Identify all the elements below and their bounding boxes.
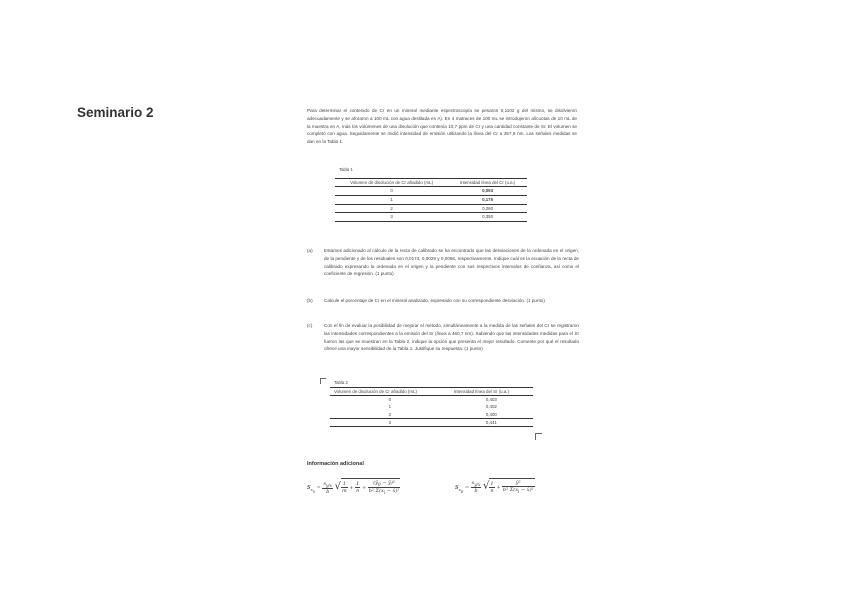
table-cell: 0,350	[482, 214, 494, 220]
table2-header-volume: Volumen de disolución de Cr añadido (mL)	[330, 388, 450, 396]
table-row	[330, 396, 533, 404]
table-cell: 3	[390, 214, 393, 220]
question-text: Calcule el porcentaje de Cr en el mineral analizado, expresado con su correspondiente desviación. (1 punto)	[324, 298, 545, 303]
table-cell: 0,402	[485, 404, 497, 410]
table-cell: 3	[388, 419, 392, 425]
table2-header-intensity: Intensidad línea del Sr (u.a.)	[450, 388, 533, 396]
table2-caption: Tabla 2	[334, 380, 348, 385]
question-label: (c)	[307, 323, 313, 328]
table-cell: 0,403	[485, 397, 497, 402]
table-cell: 0,441	[485, 419, 497, 425]
question-c	[307, 322, 579, 353]
table-row	[335, 187, 527, 196]
table2	[330, 387, 533, 427]
table1	[335, 178, 527, 222]
table-row	[335, 204, 527, 213]
question-a	[307, 247, 579, 278]
table-cell: 0	[388, 397, 392, 402]
question-label: (a)	[307, 248, 313, 253]
table-cell: 2	[335, 204, 448, 213]
table-cell: 0,260	[448, 204, 527, 213]
question-label: (b)	[307, 298, 313, 303]
info-heading: Información adicional	[307, 461, 364, 467]
table-row	[330, 403, 533, 410]
table-row	[335, 195, 527, 204]
table-cell: 0,175	[448, 195, 527, 204]
table1-caption: Tabla 1	[339, 167, 353, 172]
table2-anchor-corner	[320, 378, 326, 384]
table-row	[335, 213, 527, 222]
formula-sx0: $s_{x_0}$ = $\frac{s_{y/x}}{b}$ √ $\frac{1}{m}$ + $\frac{1}{n}$ + $\frac{(ȳ_0 - ȳ)^2}{b^2 \Sigma(x_i - x̄)^2}$	[307, 480, 400, 495]
table-row	[330, 418, 533, 426]
table-cell: 0,400	[485, 411, 497, 417]
page-title: Seminario 2	[77, 105, 154, 120]
table1-header-volume: Volumen de disolución de Cr añadido (mL)	[335, 179, 448, 187]
intro-paragraph: Para determinar el contenido de Cr en un mineral mediante espectroscopía se pesaron 0,1102 g del mismo, se disolvieron adecuadamente y se aforaron a 100 mL con agua destilada en A). En 4 matraces de 100 mL se introdujeron alícuotas de 10 mL de la muestra en A, más los volúmenes de una disolución que contenía 10,7 ppm de Cr y una cantidad constante de Sr. El volumen se completó con agua. Seguidamente se midió intensidad de emisión utilizando la línea del Cr a 357,9 nm. Las señales medidas se dan en la Tabla 1.	[307, 108, 577, 145]
table-cell: 0,093	[448, 187, 527, 196]
table-cell: 0	[335, 187, 448, 196]
question-b	[307, 297, 579, 305]
table-cell: 1	[388, 404, 392, 410]
question-text: Estamos adicionado al cálculo de la recta de calibrado se ha encontrado que las desviaciones de la ordenada en el origen, de la pendiente y de los residuales son 0,0174, 0,0029 y 0,0066, respectivamente. Indique cuál es la ecuación de la recta de calibrado expresando la ordenada en el origen y la pendiente con sus respectivos intervalos de confianza, así como el coeficiente de regresión. (1 punto)	[324, 248, 579, 277]
formula-sxe: $s_{x_E}$ = $\frac{s_{y/x}}{b}$ √ $\frac{1}{n}$ + $\frac{\text{ȳ²}}{b^2 \Sigma(x_i - x̄)^2}$	[455, 480, 534, 494]
table1-header-intensity: Intensidad línea del Cr (u.a.)	[448, 179, 527, 187]
table-cell: 1	[335, 195, 448, 204]
table-cell: 2	[388, 411, 392, 417]
table2-end-corner	[535, 433, 542, 440]
question-text: Con el fin de evaluar la posibilidad de mejorar el método, simultáneamente a la medida de las señales del Cr se registraron las intensidades correspondientes a la emisión del Sr (línea a 460,7 nm). Sabiendo que las intensidades medidas para el Sr fueron las que se muestran en la Tabla 2, indique la opción que presenta el mejor resultado. Comente por qué el resultado ofrece una mayor sensibilidad de la Tabla 1. Justifique su respuesta. (1 punto)	[324, 323, 579, 352]
table-row	[330, 411, 533, 419]
